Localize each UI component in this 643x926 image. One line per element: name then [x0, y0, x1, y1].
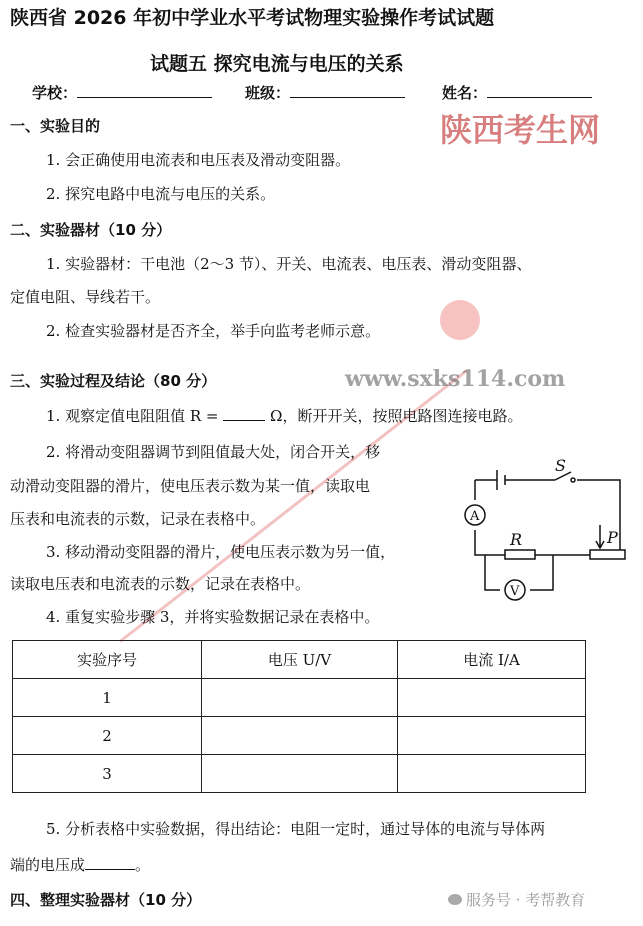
rheostat-icon	[590, 550, 625, 559]
objective-1: 1. 会正确使用电流表和电压表及滑动变阻器。	[46, 151, 351, 169]
step-5a: 5. 分析表格中实验数据，得出结论：电阻一定时，通过导体的电流与导体两	[46, 820, 546, 838]
step-1: 1. 观察定值电阻阻值 R = Ω，断开开关，按照电路图连接电路。	[46, 407, 523, 425]
watermark-logo-icon	[440, 300, 480, 340]
header-current: 电流 I/A	[398, 641, 586, 679]
equipment-1a: 1. 实验器材：干电池（2～3 节）、开关、电流表、电压表、滑动变阻器、	[46, 255, 532, 273]
wechat-icon	[448, 894, 462, 905]
table-row: 2	[13, 717, 586, 755]
header-voltage: 电压 U/V	[202, 641, 398, 679]
step-3b: 读取电压表和电流表的示数，记录在表格中。	[10, 575, 311, 593]
section-1-title: 一、实验目的	[10, 117, 101, 135]
step-2a: 2. 将滑动变阻器调节到阻值最大处，闭合开关，移	[46, 443, 381, 461]
name-field[interactable]	[442, 83, 592, 103]
page-subtitle: 试题五 探究电流与电压的关系	[150, 53, 404, 75]
section-3-title: 三、实验过程及结论（80 分）	[10, 372, 217, 390]
equipment-2: 2. 检查实验器材是否齐全，举手向监考老师示意。	[46, 322, 381, 340]
school-field[interactable]	[32, 83, 212, 103]
table-header-row	[13, 641, 586, 679]
class-field[interactable]	[245, 83, 405, 103]
ammeter-label: A	[470, 509, 480, 524]
table-row: 1	[13, 679, 586, 717]
header-index: 实验序号	[13, 641, 202, 679]
step-3a: 3. 移动滑动变阻器的滑片，使电压表示数为另一值，	[46, 543, 396, 561]
watermark-url: www.sxks114.com	[345, 366, 566, 392]
step-2b: 动滑动变阻器的滑片，使电压表示数为某一值，读取电	[10, 477, 371, 495]
class-label: 班级：	[245, 84, 291, 102]
objective-2: 2. 探究电路中电流与电压的关系。	[46, 185, 276, 203]
footer-watermark: 服务号 · 考帮教育	[448, 890, 585, 910]
switch-label: S	[555, 456, 566, 475]
equipment-1b: 定值电阻、导线若干。	[10, 288, 161, 306]
page-title: 陕西省 2026 年初中学业水平考试物理实验操作考试试题	[10, 7, 495, 29]
conclusion-blank[interactable]	[85, 855, 135, 870]
slider-label: P	[607, 528, 618, 547]
data-table	[12, 640, 586, 793]
table-row: 3	[13, 755, 586, 793]
step-5b: 端的电压成 。	[10, 856, 151, 874]
section-4-title: 四、整理实验器材（10 分）	[10, 891, 202, 909]
section-2-title: 二、实验器材（10 分）	[10, 221, 172, 239]
voltmeter-label: V	[510, 584, 520, 599]
name-label: 姓名：	[442, 84, 488, 102]
watermark-site: 陕西考生网	[440, 111, 601, 149]
resistor-icon	[505, 550, 535, 559]
step-4: 4. 重复实验步骤 3，并将实验数据记录在表格中。	[46, 608, 380, 626]
step-2c: 压表和电流表的示数，记录在表格中。	[10, 510, 266, 528]
circuit-diagram	[455, 455, 635, 605]
resistance-blank[interactable]	[223, 406, 265, 421]
resistor-label: R	[510, 530, 523, 549]
school-label: 学校：	[32, 84, 78, 102]
